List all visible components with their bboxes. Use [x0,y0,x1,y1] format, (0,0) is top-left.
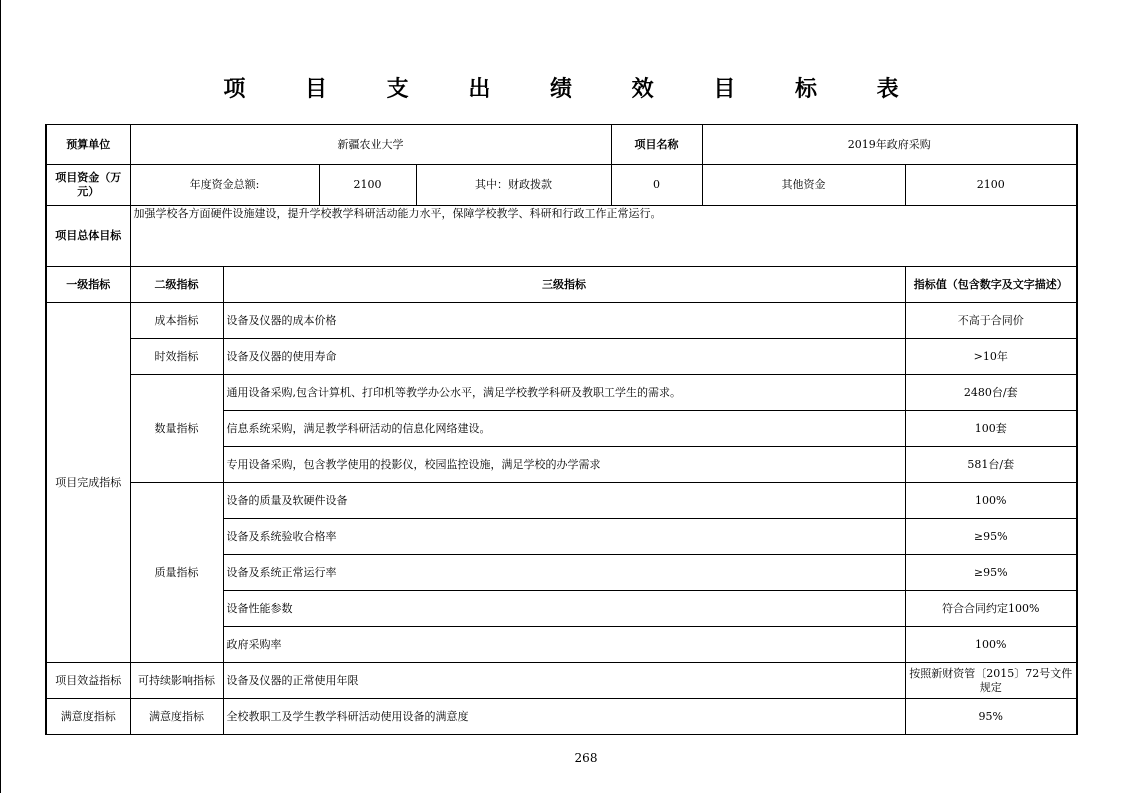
group-completion: 项目完成指标 [46,303,130,663]
indicator-text: 专用设备采购，包含教学使用的投影仪，校园监控设施，满足学校的办学需求 [223,447,905,483]
indicator-value: 2480台/套 [905,375,1077,411]
indicator-text: 设备及系统验收合格率 [223,519,905,555]
indicator-value: 不高于合同价 [905,303,1077,339]
header-value: 指标值（包含数字及文字描述） [905,267,1077,303]
indicator-text: 信息系统采购，满足教学科研活动的信息化网络建设。 [223,411,905,447]
table-row [46,125,1077,165]
table-row [46,375,1077,411]
indicator-value: 按照新财资管〔2015〕72号文件规定 [905,663,1077,699]
page-number: 268 [574,751,598,765]
indicator-text: 设备及仪器的正常使用年限 [223,663,905,699]
level2-quality: 质量指标 [130,483,223,663]
level2-quantity: 数量指标 [130,375,223,483]
level2-satisfaction: 满意度指标 [130,699,223,735]
other-funds-value: 2100 [905,165,1077,206]
header-level1: 一级指标 [46,267,130,303]
indicator-value: 100% [905,627,1077,663]
indicator-text: 设备性能参数 [223,591,905,627]
annual-total-value: 2100 [319,165,416,206]
indicator-value: ≥95% [905,555,1077,591]
indicator-text: 设备及仪器的成本价格 [223,303,905,339]
indicator-text: 政府采购率 [223,627,905,663]
indicator-value: 95% [905,699,1077,735]
indicator-value: 100% [905,483,1077,519]
level2-time: 时效指标 [130,339,223,375]
table-row [46,206,1077,267]
fiscal-label: 其中：财政拨款 [416,165,611,206]
group-satisfaction: 满意度指标 [46,699,130,735]
indicator-value: 符合合同约定100% [905,591,1077,627]
overall-goal-label: 项目总体目标 [46,206,130,267]
indicator-text: 通用设备采购,包含计算机、打印机等教学办公水平，满足学校教学科研及教职工学生的需求。 [223,375,905,411]
header-level2: 二级指标 [130,267,223,303]
funds-label: 项目资金（万元） [46,165,130,206]
table-row [46,339,1077,375]
table-row [46,483,1077,519]
indicator-value: >10年 [905,339,1077,375]
indicator-text: 设备及仪器的使用寿命 [223,339,905,375]
table-row [46,663,1077,699]
indicator-text: 设备及系统正常运行率 [223,555,905,591]
table-row [46,699,1077,735]
table-row [46,303,1077,339]
project-name-value: 2019年政府采购 [702,125,1077,165]
indicator-value: 100套 [905,411,1077,447]
table-row [46,165,1077,206]
budget-unit-value: 新疆农业大学 [130,125,611,165]
indicator-text: 设备的质量及软硬件设备 [223,483,905,519]
overall-goal-text: 加强学校各方面硬件设施建设，提升学校教学科研活动能力水平，保障学校教学、科研和行政工作正常运行。 [130,206,1077,267]
page-left-border [0,0,1,793]
budget-unit-label: 预算单位 [46,125,130,165]
indicator-value: 581台/套 [905,447,1077,483]
indicator-text: 全校教职工及学生教学科研活动使用设备的满意度 [223,699,905,735]
indicator-value: ≥95% [905,519,1077,555]
group-benefit: 项目效益指标 [46,663,130,699]
project-name-label: 项目名称 [611,125,702,165]
page-title: 项 目 支 出 绩 效 目 标 表 [223,77,925,102]
other-funds-label: 其他资金 [702,165,905,206]
level2-sustain: 可持续影响指标 [130,663,223,699]
fiscal-value: 0 [611,165,702,206]
table-header-row [46,267,1077,303]
header-level3: 三级指标 [223,267,905,303]
level2-cost: 成本指标 [130,303,223,339]
performance-goal-table [45,124,1078,735]
annual-total-label: 年度资金总额: [130,165,319,206]
